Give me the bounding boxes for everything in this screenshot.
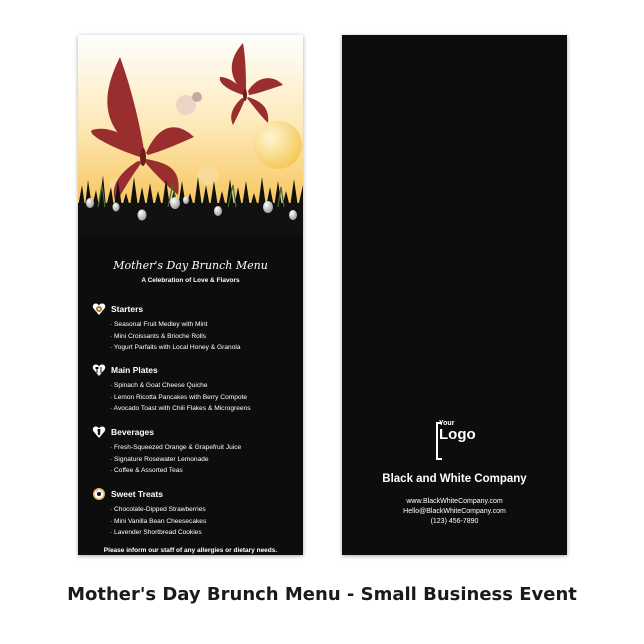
hero-illustration (78, 35, 303, 235)
section-title: Beverages (111, 427, 155, 437)
menu-title: Mother's Day Brunch Menu (113, 259, 268, 272)
menu-item: · Lavender Shortbread Cookies (110, 527, 297, 539)
menu-subtitle: A Celebration of Love & Flavors (141, 277, 240, 284)
heart-cutlery-icon (92, 363, 106, 377)
logo (439, 420, 476, 458)
menu-item: · Spinach & Goat Cheese Quiche (110, 380, 297, 392)
bubble-shape (198, 165, 218, 185)
bubble-shape (192, 92, 202, 102)
allergy-note (78, 545, 303, 555)
phone: (123) 456-7890 (430, 518, 479, 525)
heart-drink-icon (92, 425, 106, 439)
logo-line-1: Your (439, 420, 455, 427)
menu-front-card (78, 35, 303, 555)
email: Hello@BlackWhiteCompany.com (403, 508, 506, 515)
company-name: Black and White Company (382, 473, 527, 485)
section-title: Sweet Treats (111, 489, 163, 499)
menu-back-card (342, 35, 567, 555)
menu-item: · Yogurt Parfaits with Local Honey & Granola (110, 342, 297, 354)
menu-item: · Avocado Toast with Chili Flakes & Microgreens (110, 403, 297, 415)
menu-item: · Signature Rosewater Lemonade (110, 454, 297, 466)
allergy-note-line: Please inform our staff of any allergies or dietary needs. (103, 547, 278, 554)
logo-bracket-shape (436, 422, 442, 460)
menu-section-sweet-treats (92, 486, 297, 539)
menu-section-beverages (92, 424, 297, 477)
menu-item: · Coffee & Assorted Teas (110, 465, 297, 477)
caption: Mother's Day Brunch Menu - Small Business Event (67, 584, 577, 605)
section-title: Main Plates (111, 365, 158, 375)
logo-line-2: Logo (439, 426, 476, 443)
menu-item: · Mini Croissants & Brioche Rolls (110, 331, 297, 343)
menu-item: · Seasonal Fruit Medley with Mint (110, 319, 297, 331)
menu-item: · Mini Vanilla Bean Cheesecakes (110, 516, 297, 528)
section-title: Starters (111, 304, 144, 314)
menu-item: · Chocolate-Dipped Strawberries (110, 504, 297, 516)
menu-item: · Lemon Ricotta Pancakes with Berry Compote (110, 392, 297, 404)
donut-icon (92, 487, 106, 501)
heart-donut-icon (92, 302, 106, 316)
website: www.BlackWhiteCompany.com (406, 498, 503, 505)
contact-info (342, 497, 567, 527)
menu-item: · Fresh-Squeezed Orange & Grapefruit Juice (110, 442, 297, 454)
menu-section-main-plates (92, 362, 297, 415)
menu-section-starters (92, 301, 297, 354)
bubble-shape (254, 121, 302, 169)
